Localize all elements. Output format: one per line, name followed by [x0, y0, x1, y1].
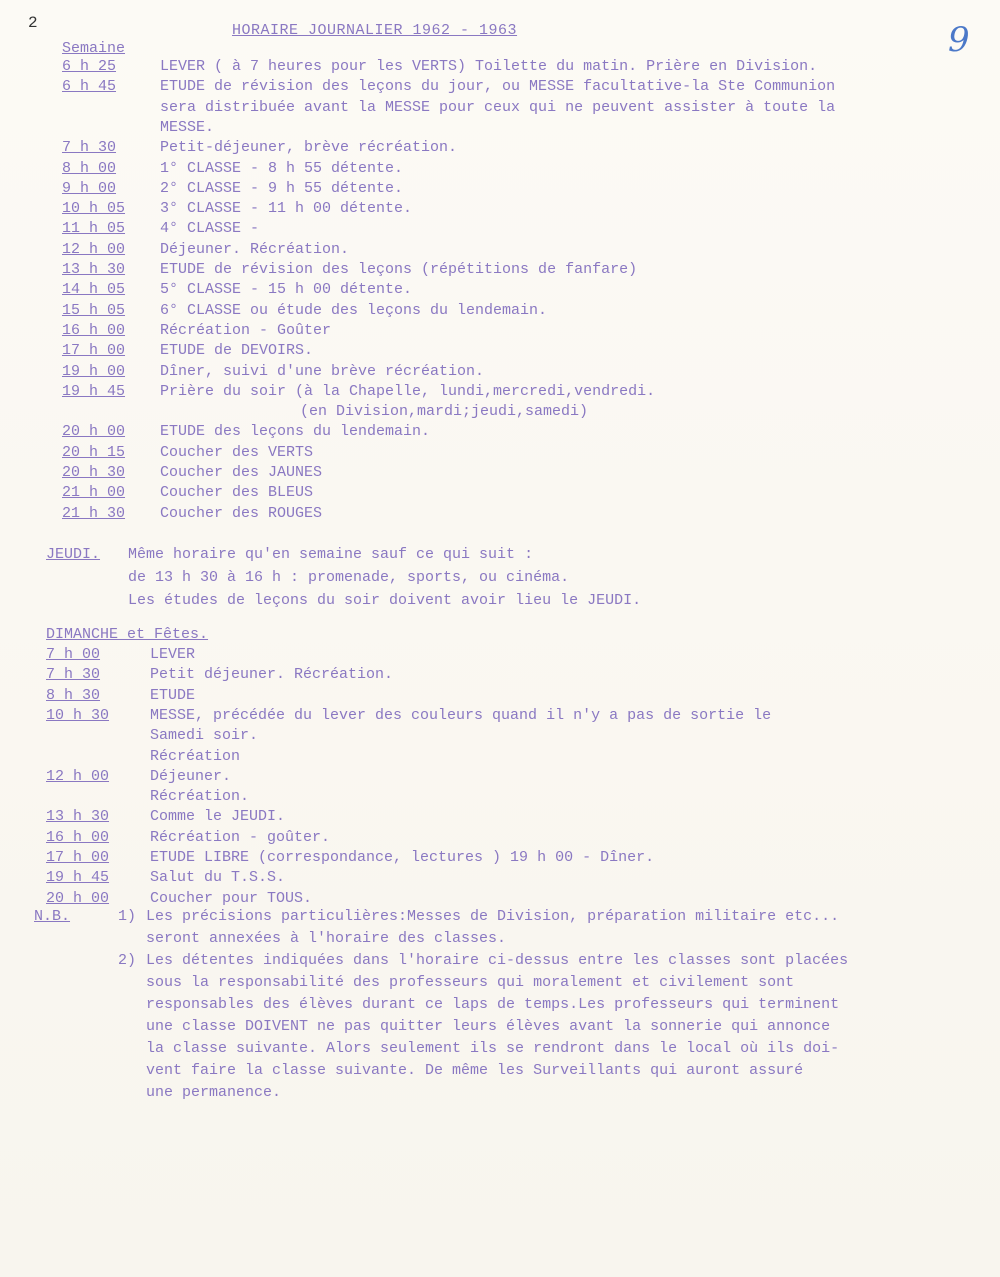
page-number: 2	[28, 14, 38, 32]
schedule-time: 20 h 15	[62, 443, 126, 461]
schedule-entry-text: Récréation	[150, 747, 241, 765]
schedule-time: 21 h 00	[62, 484, 126, 502]
schedule-time: 6 h 25	[62, 58, 117, 75]
nb-text-line: sous la responsabilité des professeurs qui moralement et civilement sont	[146, 974, 795, 991]
nb-label: N.B.	[34, 908, 71, 925]
nb-text-line: responsables des élèves durant ce laps de temps.Les professeurs qui terminent	[146, 996, 840, 1013]
schedule-time: 20 h 30	[62, 464, 126, 481]
schedule-entry-text: MESSE.	[160, 118, 215, 136]
schedule-entry-text: Salut du T.S.S.	[150, 869, 286, 887]
schedule-entry-text: 4° CLASSE -	[160, 220, 260, 238]
schedule-entry-text: Coucher des VERTS	[160, 443, 314, 461]
schedule-time: 10 h 05	[62, 200, 126, 218]
section-label-dimanche: DIMANCHE et Fêtes.	[46, 626, 209, 643]
jeudi-line: Même horaire qu'en semaine sauf ce qui suit :	[128, 546, 534, 563]
schedule-time: 8 h 30	[46, 686, 101, 704]
schedule-entry-text: 6° CLASSE ou étude des leçons du lendemain.	[160, 301, 548, 319]
schedule-entry-text: Samedi soir.	[150, 727, 259, 745]
schedule-entry-text: Coucher pour TOUS.	[150, 889, 313, 907]
nb-text-line: une permanence.	[146, 1084, 282, 1101]
section-label-jeudi: JEUDI.	[46, 546, 101, 563]
schedule-entry-text: 3° CLASSE - 11 h 00 détente.	[160, 200, 413, 218]
schedule-time: 11 h 05	[62, 220, 126, 238]
schedule-time: 17 h 00	[62, 342, 126, 360]
schedule-entry-text: Petit-déjeuner, brève récréation.	[160, 139, 458, 157]
nb-text-line: la classe suivante. Alors seulement ils se rendront dans le local où ils doi-	[146, 1040, 840, 1057]
schedule-time: 8 h 00	[62, 159, 117, 177]
schedule-time: 17 h 00	[46, 849, 110, 866]
schedule-entry-text: ETUDE LIBRE (correspondance, lectures ) 19 h 00 - Dîner.	[150, 849, 655, 866]
schedule-entry-text: Coucher des JAUNES	[160, 464, 323, 481]
nb-text-line: Les précisions particulières:Messes de Division, préparation militaire etc...	[146, 908, 840, 925]
nb-text-line: vent faire la classe suivante. De même les Surveillants qui auront assuré	[146, 1062, 804, 1079]
nb-text-line: une classe DOIVENT ne pas quitter leurs élèves avant la sonnerie qui annonce	[146, 1018, 831, 1035]
schedule-entry-text: 1° CLASSE - 8 h 55 détente.	[160, 159, 404, 177]
jeudi-line: Les études de leçons du soir doivent avoir lieu le JEUDI.	[128, 592, 642, 609]
nb-text-line: Les détentes indiquées dans l'horaire ci-dessus entre les classes sont placées	[146, 952, 849, 969]
schedule-entry-text: Déjeuner. Récréation.	[160, 240, 350, 258]
schedule-entry-text: Récréation.	[150, 788, 250, 806]
schedule-time: 12 h 00	[46, 767, 110, 785]
schedule-time: 16 h 00	[62, 321, 126, 339]
schedule-entry-text: ETUDE	[150, 686, 196, 704]
schedule-time: 10 h 30	[46, 706, 110, 724]
schedule-entry-text: Récréation - goûter.	[150, 828, 331, 846]
schedule-time: 12 h 00	[62, 240, 126, 258]
nb-item-number: 1)	[118, 908, 137, 925]
document-title: HORAIRE JOURNALIER 1962 - 1963	[232, 22, 518, 39]
schedule-entry-text: Coucher des ROUGES	[160, 504, 323, 522]
schedule-entry-text: ETUDE des leçons du lendemain.	[160, 423, 431, 441]
schedule-time: 15 h 05	[62, 301, 126, 319]
section-label-semaine: Semaine	[62, 40, 126, 57]
schedule-time: 19 h 45	[46, 869, 110, 887]
schedule-entry-text: 5° CLASSE - 15 h 00 détente.	[160, 281, 413, 299]
schedule-time: 20 h 00	[62, 423, 126, 441]
schedule-time: 7 h 30	[62, 139, 117, 157]
schedule-entry-text: Comme le JEUDI.	[150, 808, 286, 826]
schedule-entry-text: Dîner, suivi d'une brève récréation.	[160, 362, 485, 380]
schedule-time: 20 h 00	[46, 889, 110, 907]
schedule-entry-text: LEVER	[150, 646, 196, 663]
schedule-entry-text: Prière du soir (à la Chapelle, lundi,mercredi,vendredi.	[160, 382, 656, 400]
schedule-time: 7 h 00	[46, 646, 101, 663]
schedule-entry-text: ETUDE de révision des leçons (répétitions de fanfare)	[160, 261, 638, 278]
schedule-entry-text: (en Division,mardi;jeudi,samedi)	[300, 403, 589, 421]
schedule-time: 14 h 05	[62, 281, 126, 299]
handwritten-page-mark: 9	[948, 20, 970, 60]
schedule-entry-text: sera distribuée avant la MESSE pour ceux qui ne peuvent assister à toute la	[160, 98, 836, 116]
schedule-entry-text: 2° CLASSE - 9 h 55 détente.	[160, 179, 404, 197]
schedule-time: 21 h 30	[62, 504, 126, 522]
schedule-time: 7 h 30	[46, 666, 101, 684]
schedule-entry-text: MESSE, précédée du lever des couleurs quand il n'y a pas de sortie le	[150, 706, 772, 724]
schedule-entry-text: LEVER ( à 7 heures pour les VERTS) Toilette du matin. Prière en Division.	[160, 58, 818, 75]
nb-item-number: 2)	[118, 952, 137, 969]
schedule-entry-text: Déjeuner.	[150, 767, 232, 785]
jeudi-line: de 13 h 30 à 16 h : promenade, sports, ou cinéma.	[128, 569, 570, 586]
schedule-time: 13 h 30	[62, 261, 126, 278]
schedule-entry-text: Coucher des BLEUS	[160, 484, 314, 502]
schedule-time: 19 h 00	[62, 362, 126, 380]
schedule-time: 19 h 45	[62, 382, 126, 400]
schedule-time: 9 h 00	[62, 179, 117, 197]
schedule-time: 6 h 45	[62, 78, 117, 96]
schedule-entry-text: ETUDE de DEVOIRS.	[160, 342, 314, 360]
nb-text-line: seront annexées à l'horaire des classes.	[146, 930, 507, 947]
schedule-entry-text: ETUDE de révision des leçons du jour, ou MESSE facultative-la Ste Communion	[160, 78, 836, 96]
schedule-entry-text: Petit déjeuner. Récréation.	[150, 666, 394, 684]
schedule-time: 13 h 30	[46, 808, 110, 826]
schedule-time: 16 h 00	[46, 828, 110, 846]
schedule-entry-text: Récréation - Goûter	[160, 321, 332, 339]
